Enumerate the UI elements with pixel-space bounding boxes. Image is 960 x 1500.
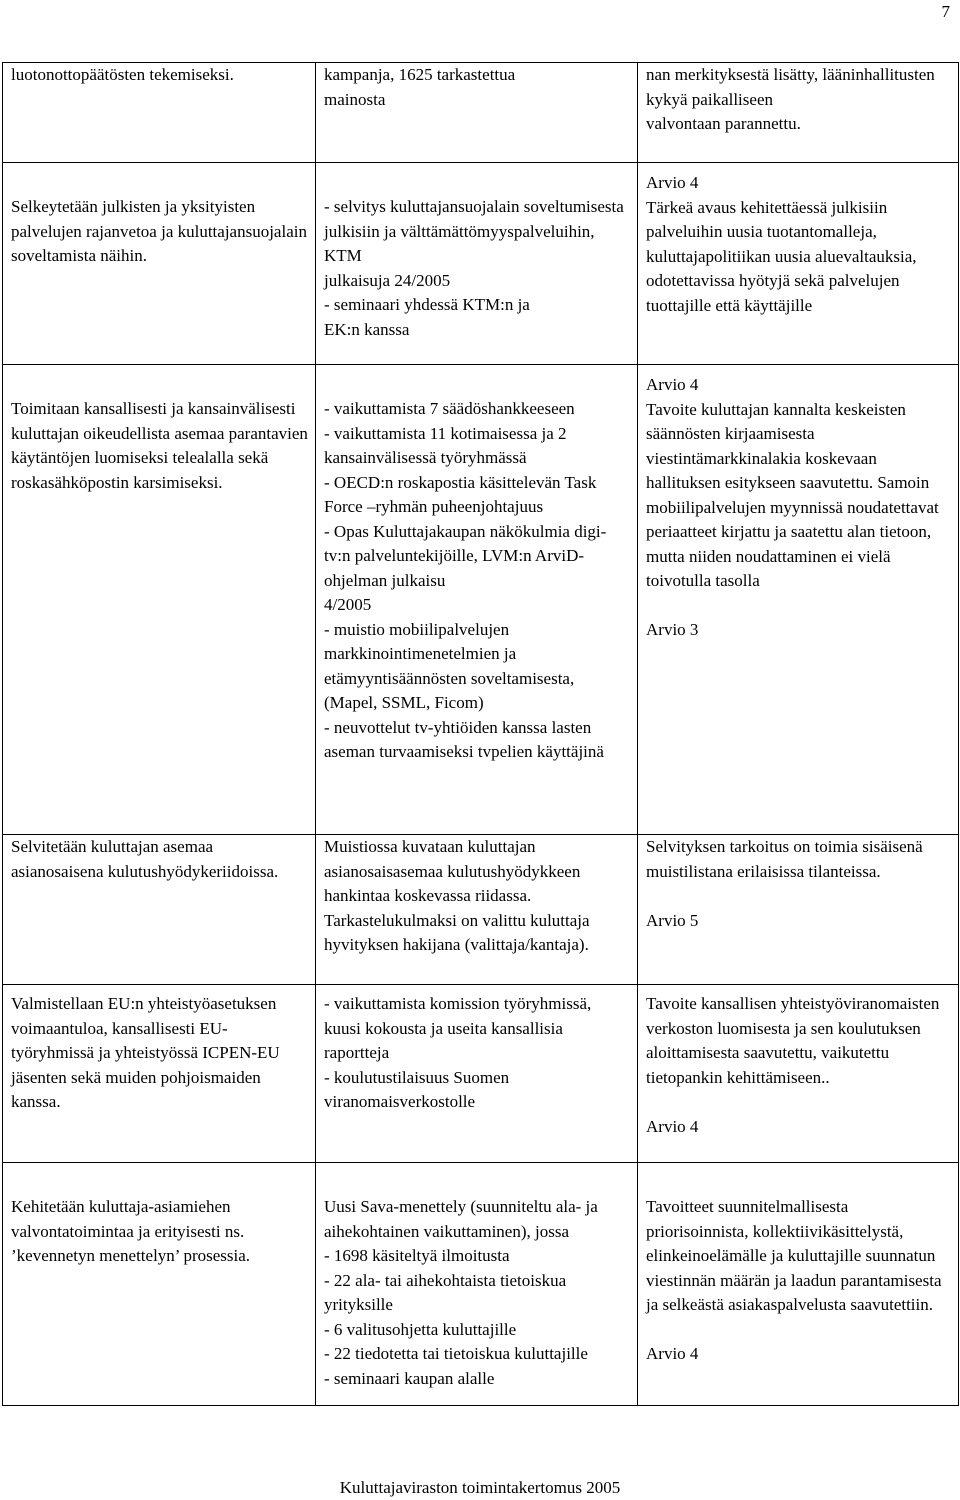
table-row [3, 1163, 959, 1406]
action-cell [316, 163, 638, 365]
result-cell [638, 1163, 959, 1406]
table-row [3, 163, 959, 365]
table-row [3, 835, 959, 985]
goal-cell [3, 1163, 316, 1406]
result-text: Arvio 4 Tavoite kuluttajan kannalta keskeisten säännösten kirjaamisesta viestintämarkkinalakia koskevaan hallituksen esitykseen saavutettu. Samoin mobiilipalvelujen myynnissä noudatettavat periaatteet kirjattu ja saatettu alan tietoon, mutta niiden noudattaminen ei vielä toivotulla tasolla Arvio 3 [646, 375, 939, 639]
result-cell [638, 163, 959, 365]
action-cell [316, 1163, 638, 1406]
goal-text: Kehitetään kuluttaja-asiamiehen valvontatoimintaa ja erityisesti ns. ’kevennetyn menettelyn’ prosessia. [11, 1197, 251, 1265]
page-footer: Kuluttajaviraston toimintakertomus 2005 [339, 1478, 621, 1497]
action-text: Uusi Sava-menettely (suunniteltu ala- ja aihekohtainen vaikuttaminen), jossa - 1698 käsiteltyä ilmoitusta - 22 ala- tai aihekohtaista tietoiskua yrityksille - 6 valitusohjetta kuluttajille - 22 tiedotetta tai tietoiskua kuluttajille - seminaari kaupan alalle [324, 1197, 598, 1388]
action-text: kampanja, 1625 tarkastettua mainosta [324, 65, 516, 109]
goal-cell [3, 835, 316, 985]
result-text: Tavoite kansallisen yhteistyöviranomaisten verkoston luomisesta ja sen koulutuksen aloittamisesta saavutettu, vaikutettu tietopankin kehittämiseen.. Arvio 4 [646, 994, 940, 1136]
action-cell [316, 835, 638, 985]
report-table [2, 62, 959, 1406]
action-cell [316, 63, 638, 163]
goal-cell [3, 985, 316, 1163]
goal-text: luotonottopäätösten tekemiseksi. [11, 65, 234, 84]
action-text: Muistiossa kuvataan kuluttajan asianosaisasemaa kulutushyödykkeen hankintaa koskevassa riidassa. Tarkastelukulmaksi on valittu kuluttaja hyvityksen hakijana (valittaja/kantaja). [324, 837, 590, 954]
goal-text: Toimitaan kansallisesti ja kansainvälisesti kuluttajan oikeudellista asemaa parantavien käytäntöjen luomiseksi telealalla sekä roskasähköpostin karsimiseksi. [11, 399, 308, 492]
table-row [3, 63, 959, 163]
goal-cell [3, 63, 316, 163]
goal-cell [3, 163, 316, 365]
result-text: Arvio 4 Tärkeä avaus kehitettäessä julkisiin palveluihin uusia tuotantomalleja, kuluttajapolitiikan uusia aluevaltauksia, odotettavissa hyötyjä sekä palvelujen tuottajille että käyttäjille [646, 173, 917, 315]
result-text: Selvityksen tarkoitus on toimia sisäisenä muistilistana erilaisissa tilanteissa. Arvio 5 [646, 837, 923, 930]
goal-text: Selkeytetään julkisten ja yksityisten palvelujen rajanvetoa ja kuluttajansuojalain soveltamista näihin. [11, 197, 307, 265]
goal-cell [3, 365, 316, 835]
result-text: Tavoitteet suunnitelmallisesta priorisoinnista, kollektiivikäsittelystä, elinkeinoelämälle ja kuluttajille suunnatun viestinnän määrän ja laadun parantamisesta ja selkeästä asiakaspalvelusta saavutettiin. Arvio 4 [646, 1197, 942, 1363]
result-cell [638, 365, 959, 835]
action-cell [316, 985, 638, 1163]
action-text: - vaikuttamista 7 säädöshankkeeseen - vaikuttamista 11 kotimaisessa ja 2 kansainvälisessä työryhmässä - OECD:n roskapostia käsittelevän Task Force –ryhmän puheenjohtajuus - Opas Kuluttajakaupan näkökulmia digi-tv:n palveluntekijöille, LVM:n ArviD-ohjelman julkaisu 4/2005 - muistio mobiilipalvelujen markkinointimenetelmien ja etämyyntisäännösten soveltamisesta, (Mapel, SSML, Ficom) - neuvottelut tv-yhtiöiden kanssa lasten aseman turvaamiseksi tvpelien käyttäjinä [324, 399, 607, 761]
result-cell [638, 835, 959, 985]
action-text: - selvitys kuluttajansuojalain soveltumisesta julkisiin ja välttämättömyyspalveluihin, KTM julkaisuja 24/2005 - seminaari yhdessä KTM:n ja EK:n kanssa [324, 197, 624, 339]
table-row [3, 985, 959, 1163]
goal-text: Selvitetään kuluttajan asemaa asianosaisena kulutushyödykeriidoissa. [11, 837, 279, 881]
page-number: 7 [941, 2, 950, 21]
result-cell [638, 63, 959, 163]
result-cell [638, 985, 959, 1163]
result-text: nan merkityksestä lisätty, lääninhallitusten kykyä paikalliseen valvontaan parannettu. [646, 65, 935, 133]
action-cell [316, 365, 638, 835]
action-text: - vaikuttamista komission työryhmissä, kuusi kokousta ja useita kansallisia raportteja - koulutustilaisuus Suomen viranomaisverkostolle [324, 994, 592, 1111]
table-row [3, 365, 959, 835]
goal-text: Valmistellaan EU:n yhteistyöasetuksen voimaantuloa, kansallisesti EU-työryhmissä ja yhteistyössä ICPEN-EU jäsenten sekä muiden pohjoismaiden kanssa. [11, 994, 280, 1111]
